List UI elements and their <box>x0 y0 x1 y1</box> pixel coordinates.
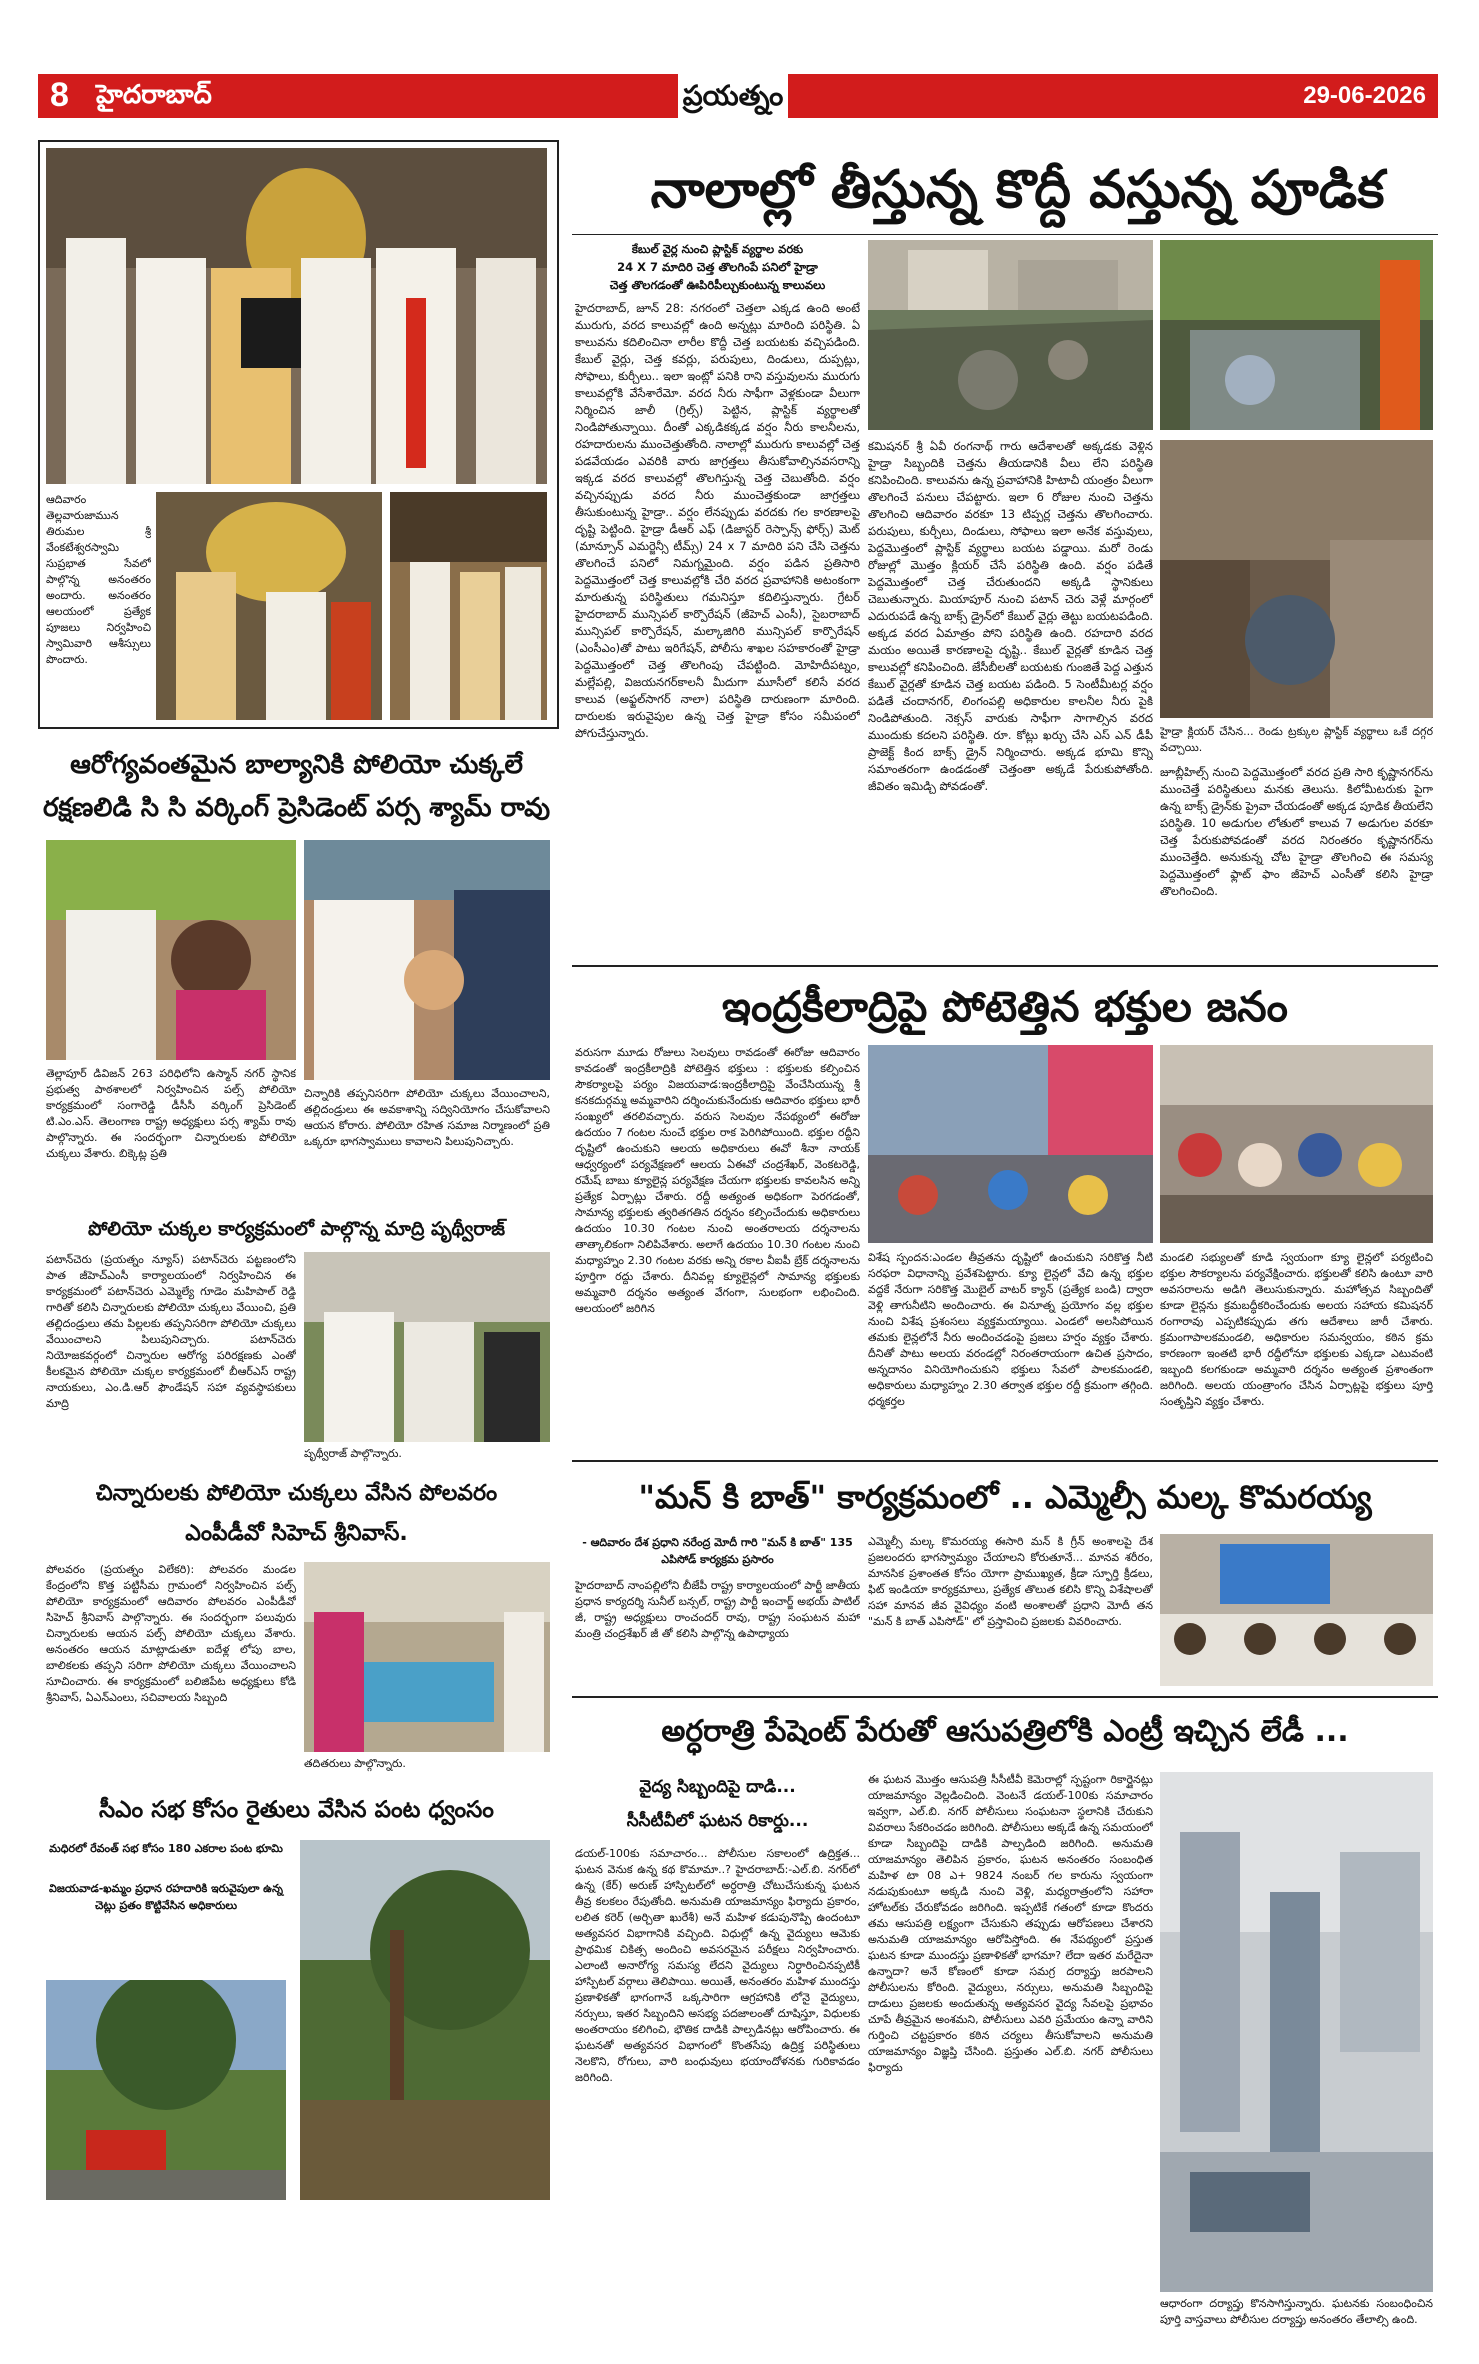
nala-photo-3-caption: హైడ్రా క్లియర్ చేసిన... రెండు ట్రక్కుల ప్లాస్టిక్ వ్యర్థాలు ఒకే దగ్గర వచ్చాయి. <box>1160 725 1433 754</box>
story5-headline-1: చిన్నారులకు పోలియో చుక్కలు వేసిన పోలవరం <box>95 1481 498 1506</box>
nala-photo-2 <box>1160 240 1433 430</box>
hospital-cctv-photo <box>1160 1772 1433 2292</box>
story1-kicker-2: 24 X 7 మాదిరి చెత్త తొలగింపే పనిలో హైడ్రా <box>617 260 818 274</box>
page-number: 8 <box>50 76 69 114</box>
story8-kicker: - ఆదివారం దేశ ప్రధాని నరేంద్ర మోదీ గారి "మన్ కి బాత్" 135 ఎపిసోడ్ కార్యక్రమ ప్రసారం <box>582 1536 853 1566</box>
story7-headline: ఇంద్రకీలాద్రిపై పోటెత్తిన భక్తుల జనం <box>722 982 1288 1031</box>
story3-column-1: తెల్లాపూర్ డివిజన్ 263 పరిధిలోని ఉస్మాన్ నగర్ స్థానిక ప్రభుత్వ పాఠశాలలో నిర్వహించిన పల్స్ పోలియో కార్యక్రమంలో సంగారెడ్డి డీసీసీ వర్కింగ్ ప్రెసిడెంట్ టి.ఎం.ఎస్. తెలంగాణ రాష్ట్ర అధ్యక్షులు పర్స శ్యామ్ రావు పాల్గొన్నారు. ఈ సందర్భంగా చిన్నారులకు పోలియో చుక్కలు వేశారు. బిక్కెట్ల ప్రతి <box>46 1067 296 1160</box>
tirumala-photo-caption: ఆదివారం తెల్లవారుజామున తిరుమల శ్రీ వేంకటేశ్వరస్వామి సుప్రభాత సేవలో పాల్గొన్న అనంతరం అందారు. అనంతరం ఆలయంలో ప్రత్యేక పూజలు నిర్వహించి స్వామివారి ఆశీస్సులు పొందారు. <box>46 493 151 666</box>
nala-photo-3 <box>1160 440 1433 718</box>
story9-top-rule <box>572 1696 1438 1698</box>
city-label: హైదరాబాద్ <box>96 80 212 110</box>
story1-kicker-3: చెత్త తొలగడంతో ఊపిరిపీల్చుకుంటున్న కాలువలు <box>609 278 826 292</box>
polio-photo-3 <box>304 1252 550 1442</box>
story6-kicker-2: విజయవాడ-ఖమ్మం ప్రధాన రహదారికి ఇరువైపులా ఉన్న చెట్లు ప్రతం కొట్టివేసిన అధికారులు <box>49 1882 283 1912</box>
story9-sub-2: సీసీటీవీలో ఘటన రికార్డు... <box>626 1811 809 1831</box>
story9-column-2: ఈ ఘటన మొత్తం ఆసుపత్రి సీసీటీవీ కెమెరాల్లో స్పష్టంగా రికార్డైనట్లు యాజమాన్యం వెల్లడించింది. వెంటనే డయల్-100కు సమాచారం ఇవ్వగా, ఎల్.బి. నగర్ పోలీసులు సంఘటనా స్థలానికి చేరుకుని వివరాలు సేకరించడం జరిగింది. పోలీసులు అక్కడే ఉన్న సమయంలో కూడా సిబ్బందిపై దాడికి పాల్పడింది జరిగింది. అనుమతి యాజమాన్యం తెలిపిన ప్రకారం, ఘటన అనంతరం సంబంధిత మహిళ టా 08 ఎ+ 9824 నంబర్ గల కారును స్వయంగా నడుపుకుంటూ అక్కడి నుంచి వెళ్లి, మధ్యరాత్రంలోని సహారా హోటల్‌కు చేరుకోవడం జరిగింది. ఇప్పటికే గతంలో కూడా కొందరు తమ ఆసుపత్రి లక్ష్యంగా చేసుకుని తప్పుడు ఆరోపణలు చేశారని అనుమతి యాజమాన్యం ఆరోపిస్తోంది. ఈ నేపథ్యంలో ప్రస్తుత ఘటన కూడా ముందస్తు ప్రణాళికతో భాగమా? లేదా ఇతర మరేదైనా ఉన్నాదా? అనే కోణంలో కూడా సమగ్ర దర్యాప్తు జరపాలని పోలీసులను కోరింది. వైద్యులు, నర్సులు, అనుమతి సిబ్బందిపై దాడులు ప్రజలకు అందుతున్న అత్యవసర వైద్య సేవలపై ప్రభావం చూపే తీవ్రమైన అంశమని, పోలీసులు ఎవరి ప్రమేయం ఉన్నా వారిని గుర్తించి చట్టప్రకారం కఠిన చర్యలు తీసుకోవాలని అనుమతి యాజమాన్యం విజ్ఞప్తి చేసింది. ప్రస్తుతం ఎల్.బి. నగర్ పోలీసులు ఫిర్యాదు <box>868 1773 1153 2074</box>
temple-photo-1 <box>868 1045 1153 1243</box>
story7-column-1: వరుసగా మూడు రోజులు సెలవులు రావడంతో ఈరోజు ఆదివారం కావడంతో ఇంద్రకీలాద్రికి పోటెత్తిన భక్తులు : భక్తులకు కల్పించిన సౌకర్యాలపై పర్యం విజయవాడ:ఇంద్రకీలాద్రిపై వేంచేసియున్న శ్రీ కనకదుర్గమ్మ అమ్మవారిని దర్శించుకునేందుకు ఆదివారం భక్తులు భారీ సంఖ్యలో తరలివచ్చారు. వరుస సెలవుల నేపథ్యంలో ఈరోజు ఉదయం 7 గంటల నుంచే భక్తుల రాక పెరిగిపోయింది. భక్తుల రద్దీని దృష్టిలో ఉంచుకుని ఆలయ అధికారులు ఈవో శీనా నాయక్ ఆధ్వర్యంలో పర్యవేక్షణలో ఆలయ ఏఈవో చంద్రశేఖర్, వెంకటరెడ్డి, రమేష్ బాబు క్యూలైన్ల పర్యవేక్షణ చేయగా భక్తులకు కావలసిన అన్ని ప్రత్యేక ఏర్పాట్లు చేశారు. రద్దీ అత్యంత అధికంగా పెరగడంతో, సామాన్య భక్తులకు త్వరితగతిన దర్శనం కల్పించేందుకు అధికారులు ఉదయం 10.30 గంటల నుంచి అంతరాలయ దర్శనాలను తాత్కాలికంగా నిలిపివేశారు. అలాగే ఉదయం 10.30 గంటల నుంచి మధ్యాహ్నం 2.30 గంటల వరకు అన్ని రకాల వీఐపీ బ్రేక్ దర్శనాలను పూర్తిగా రద్దు చేశారు. దీనివల్ల క్యూలైన్లలో సామాన్య భక్తులకు అమ్మవారి దర్శనం అత్యంత వేగంగా, సులభంగా లభించింది. ఆలయంలో జరిగిన <box>575 1046 860 1315</box>
polio-photo-1 <box>46 840 296 1060</box>
story8-column-1: హైదరాబాద్ నాంపల్లిలోని బీజేపీ రాష్ట్ర కార్యాలయంలో పార్టీ జాతీయ ప్రధాన కార్యదర్శి సునీల్ బన్సల్, రాష్ట్ర పార్టీ ఇంచార్జ్ అభయ్ పాటిల్ జీ, రాష్ట్ర అధ్యక్షులు రాంచందర్ రావు, రాష్ట్ర సంఘటన మహా మంత్రి చంద్రశేఖర్ జీ తో కలిసి పాల్గొన్న ఉపాధ్యాయ <box>575 1579 860 1640</box>
story3-headline-1: ఆరోగ్యవంతమైన బాల్యానికి పోలియో చుక్కలే <box>70 750 523 780</box>
story8-headline: "మన్ కి బాత్" కార్యక్రమంలో .. ఎమ్మెల్సీ మల్క కొమరయ్య <box>638 1478 1372 1516</box>
story3-headline-2: రక్షణలిడి సి సి వర్కింగ్ ప్రెసిడెంట్ పర్స శ్యామ్ రావు <box>42 793 551 823</box>
story5-body: పోలవరం (ప్రయత్నం విలేకరి): పోలవరం మండల కేంద్రంలోని కొత్త పట్టిసీమ గ్రామంలో నిర్వహించిన పల్స్ పోలియో కార్యక్రమంలో ఆదివారం పోలవరం ఎంపీడీవో సిహెచ్ శ్రీనివాస్ పాల్గొన్నారు. ఈ సందర్భంగా పలువురు చిన్నారులకు ఆయన పల్స్ పోలియో చుక్కలు వేశారు. అనంతరం ఆయన మాట్లాడుతూ ఐదేళ్ల లోపు బాల, బాలికలకు తప్పని సరిగా పోలియో చుక్కలు వేయించాలని సూచించారు. ఈ కార్యక్రమంలో బలిజిపేట అధ్యక్షులు కోడి శ్రీనివాస్, ఏఎన్‌ఎంలు, సచివాలయ సిబ్బంది <box>46 1563 296 1704</box>
masthead: ప్రయత్నం <box>678 74 788 118</box>
hospital-photo-caption: ఆధారంగా దర్యాప్తు కొనసాగిస్తున్నారు. ఘటనకు సంబంధించిన పూర్తి వాస్తవాలు పోలీసుల దర్యాప్తు అనంతరం తేలాల్సి ఉంది. <box>1160 2297 1433 2326</box>
crop-photo-1 <box>46 1980 286 2200</box>
story9-headline: అర్ధరాత్రి పేషెంట్ పేరుతో ఆసుపత్రిలోకి ఎంట్రీ ఇచ్చిన లేడీ ... <box>661 1714 1349 1749</box>
nala-photo-1 <box>868 240 1153 430</box>
story1-column-2: కమిషనర్ శ్రీ ఏవీ రంగనాథ్ గారు ఆదేశాలతో అక్కడకు వెళ్లిన హైడ్రా సిబ్బందికి చెత్తను తీయడానికి వీలు లేని పరిస్థితి కనిపించింది. కాలువను ఉన్న ప్రవాహానికి హిటాచీ యంత్రం వీలుగా తొలగించే పనులు చేపట్టారు. ఇలా 6 రోజుల నుంచి చెత్తను తొలగించి ఆదివారం వరకూ 13 టిప్పర్ల చెత్తను తొలగించారు. పరుపులు, కుర్చీలు, దిండులు, సోఫాలు ఇలా అనేక వస్తువులు, పెద్దమొత్తంలో ప్లాస్టిక్ వ్యర్థాలు బయట పడ్డాయి. మరో రెండు రోజుల్లో మొత్తం క్లియర్ చేసే పరిస్థితి ఉంది. వర్షం పడితే పెద్దమొత్తంలో చెత్త చేరుతుందని అక్కడి స్థానికులు చెబుతున్నారు. మియాపూర్ నుంచి పటాన్ చెరు వెళ్లే మార్గంలో ఎదురుపడే ఉన్న బాక్స్ డ్రైన్‌లో కేబుల్ వైర్లు తెట్టు బయటపడింది. అక్కడ వరద ఏమాత్రం పోని పరిస్థితి ఉంది. రహదారి వరద మయం అయితే కారణాలపై దృష్టి.. కేబుల్ వైర్లతో కూడిన చెత్త కాలువల్లో కనిపించింది. జేసీబీలతో బయటకు గుంజితే పెద్ద ఎత్తున కేబుల్ వైర్లతో కూడిన చెత్త బయట పడింది. 5 సెంటీమీటర్ల వర్షం పడితే చందానగర్, లింగంపల్లి అధికారుల కాలనీల నీరు పైకి నిండిపోతుంది. నెక్సస్ వారుకు సాఫీగా సాగాల్సిన వరద ముందుకు కదలని పరిస్థితి. రూ. కోట్లు ఖర్చు చేసి ఎస్ ఎన్ డీపీ ప్రాజెక్ట్ కింద బాక్స్ డ్రైన్ నిర్మించారు. అక్కడ భూమి కొన్ని సమాంతరంగా ఉండడంతో చెత్తంతా అక్కడే పేరుకుపోతోంది. జీవితం ఇమిడ్చి పోవడంతో. <box>868 439 1153 793</box>
story1-kicker-1: కేబుల్ వైర్ల నుంచి ప్లాస్టిక్ వ్యర్థాల వరకు <box>631 242 804 256</box>
story4-headline: పోలియో చుక్కల కార్యక్రమంలో పాల్గొన్న మాద్రి పృథ్వీరాజ్ <box>87 1218 506 1240</box>
polio-photo-2 <box>304 840 550 1080</box>
polio-photo-3-caption: పృథ్వీరాజ్ పాల్గొన్నారు. <box>304 1447 402 1460</box>
story1-column-1: హైదరాబాద్, జూన్ 28: నగరంలో చెత్తలా ఎక్కడ ఉంది అంటే మురుగు, వరద కాలువల్లో ఉంది అన్నట్లు మారింది పరిస్థితి. ఏ కాలువను కదిలించినా లారీల కొద్దీ చెత్త బయటకు వచ్చిపడింది. కేబుల్ వైర్లు, చెత్త కవర్లు, పరుపులు, దిండులు, దుప్పట్లు, సోఫాలు, కుర్చీలు.. ఇలా ఇంట్లో పనికి రాని వస్తువులను మురుగు కాలువల్లోకి వేసేశారేమో. వరద నీరు సాఫీగా వెళ్లకుండా వీలుగా నిర్మించిన జాలీ (గ్రిల్స్) పెట్టిన, ప్లాస్టిక్ వ్యర్థాలతో నిండిపోతున్నాయి. దీంతో ఎక్కడికక్కడ వర్షం నీరు కాలనీలను, రహదారులను ముంచెత్తుతోంది. నాలాల్లో మురుగు కాలువల్లో చెత్త పడవేయడం ఎవరికి వారు జాగ్రత్తలు తీసుకోవాల్సినవసరాన్ని ఇక్కడ వరద కాలువల్లో తొలగిస్తున్న చెత్త చెబుతోంది. వర్షం వచ్చినప్పుడు వరద నీరు ముంచెత్తకుండా జాగ్రత్తలు తీసుకుంటున్న హైడ్రా.. వర్షం లేనప్పుడు వరదకు గల కారణాలపై దృష్టి పెట్టింది. హైడ్రా డీఆర్ ఎఫ్ (డిజాస్టర్ రెస్పాన్స్ ఫోర్స్) మెట్ (మాన్సూన్ ఎమర్జెన్సీ టీమ్స్) 24 x 7 మాదిరి పని చేసి చెత్తను తొలగించే పనిలో నిమగ్నమైంది. వర్షం పడిన ప్రతిసారి పెద్దమొత్తంలో చెత్త కాలువల్లోకి చేరి వరద ప్రవాహానికి అటంకంగా మారుతున్న పరిస్థితులు గమనిస్తూ కదిలిస్తున్నారు. గ్రేటర్ హైదరాబాద్ మున్సిపల్ కార్పొరేషన్ (జీహెచ్ ఎంసీ), సైబరాబాద్ మున్సిపల్ కార్పొరేషన్, మల్కాజిగిరి మున్సిపల్ కార్పొరేషన్ (ఎంసీఎం)తో పాటు ఇరిగేషన్, పోలీసు శాఖల సహకారంతో హైడ్రా పెద్దమొత్తంలో చెత్త తొలగింపు చేపట్టింది. మోహిదీపట్నం, మల్లేపల్లి, విజయనగర్‌కాలనీ మీదుగా మూసీలో కలిసే వరద కాలువ (అఫ్జల్‌సాగర్ నాలా) పరిస్థితి దారుణంగా మారింది. దారులకు ఇరువైపుల ఉన్న చెత్త హైడ్రా కోసం సమీపంలో పోగుచేస్తున్నారు. <box>575 301 860 740</box>
story6-kicker-1: మధిరలో రేవంత్ సభ కోసం 180 ఎకరాల పంట భూమి <box>49 1842 283 1855</box>
temple-photo-2 <box>1160 1045 1433 1243</box>
tirumala-photo-2 <box>156 492 382 720</box>
story1-headline: నాలాల్లో తీస్తున్న కొద్దీ వస్తున్న పూడిక <box>650 160 1385 220</box>
story7-top-rule <box>572 965 1438 967</box>
story1-rule <box>572 234 1438 235</box>
story8-column-2: ఎమ్మెల్సీ మల్క కొమరయ్య ఈసారి మన్ కి గ్రీన్ అంశాలపై దేశ ప్రజలందరు భాగస్వామ్యం చేయాలని కోరుతూనే... మానవ శరీరం, మానసిక ప్రశాంతత కోసం యోగా ప్రాముఖ్యత, క్రీడా స్ఫూర్తి క్రీడలు, ఫిట్ ఇండియా కార్యక్రమాలు, ప్రత్యేక తొలుత కలిసి కొన్ని విశేషాలతో సహా మానవ జీవ వైవిధ్యం వంటి అంశాలతో ప్రధాని మోదీ తన "మన్ కి బాత్ ఎపిసోడ్" లో ప్రస్తావించి ప్రజలకు వివరించారు. <box>868 1535 1153 1628</box>
story6-headline: సీఎం సభ కోసం రైతులు వేసిన పంట ధ్వంసం <box>99 1797 494 1823</box>
issue-date: 29-06-2026 <box>1303 82 1426 109</box>
story5-headline-2: ఎంపీడీవో సిహెచ్ శ్రీనివాస్. <box>185 1521 408 1546</box>
story3-column-2: చిన్నారికి తప్పనిసరిగా పోలియో చుక్కలు వేయించాలని, తల్లిదండ్రులు ఈ అవకాశాన్ని సద్వినియోగం చేసుకోవాలని ఆయన కోరారు. పోలియో రహిత సమాజ నిర్మాణంలో ప్రతి ఒక్కరూ భాగస్వాములు కావాలని పిలుపునిచ్చారు. <box>304 1087 550 1148</box>
story1-column-3: జూబ్లీహిల్స్ నుంచి పెద్దమొత్తంలో వరద ప్రతి సారి కృష్ణానగర్‌ను ముంచెత్తే పరిస్థితులు మనకు తెలుసు. కిలోమీటరుకు పైగా ఉన్న బాక్స్ డ్రైన్‌కు ప్రైవా చేయడంతో అక్కడ పూడిక తీయలేని పరిస్థితి. 10 అడుగుల లోతులో కాలువ 7 అడుగుల వరకూ చెత్త పేరుకుపోవడంతో వరద నిరంతరం కృష్ణానగర్‌ను ముంచెత్తేది. అనుకున్న చోట హైడ్రా తొలగించి ఈ సమస్య పెద్దమొత్తంలో ఫ్లాట్ ఫాం జీహెచ్ ఎంసీతో కలిసి హైడ్రా తొలగించింది. <box>1160 765 1433 898</box>
mann-ki-baat-photo <box>1160 1534 1433 1686</box>
story9-column-1: డయల్-100కు సమాచారం... పోలీసుల సకాలంలో ఉద్రిక్తత... ఘటన వెనుక ఉన్న కథ కొమామా..? హైదరాబాద్:-ఎల్.బి. నగర్‌లో ఉన్న (కేర్) అరుణ్ హాస్పిటల్‌లో అర్ధరాత్రి చోటుచేసుకున్న ఘటన తీవ్ర కలకలం రేపుతోంది. అనుమతి యాజమాన్యం ఫిర్యాదు ప్రకారం, లలిత కరెర్ (అర్చితా ఖురేశీ) అనే మహిళ కడుపునొప్పి ఉందంటూ అత్యవసర విభాగానికి వచ్చింది. విధుల్లో ఉన్న వైద్యులు ఆమెకు ప్రాథమిక చికిత్స అందించి అవసరమైన పరీక్షలు నిర్వహించారు. ఎలాంటి అనారోగ్య సమస్య లేదని వైద్యులు నిర్ధారించినప్పటికీ హాస్పిటల్ వర్గాలు తెలిపాయి. అయితే, అనంతరం మహిళ ముందస్తు ప్రణాళికతో భాగంగానే ఒక్కసారిగా ఆగ్రహానికి లోనై వైద్యులు, నర్సులు, ఇతర సిబ్బందిని అసభ్య పదజాలంతో దూషిస్తూ, విధులకు అంతరాయం కలిగించి, భౌతిక దాడికి పాల్పడినట్లు ఆరోపించారు. ఈ ఘటనతో అత్యవసర విభాగంలో కొంతసేపు ఉద్రిక్త పరిస్థితులు నెలకొని, రోగులు, వారి బంధువులు భయాందోళనకు గురికావడం జరిగింది. <box>575 1847 860 2084</box>
story7-column-2: విశేష స్పందన:ఎండల తీవ్రతను దృష్టిలో ఉంచుకుని సరికొత్త నీటి సరఫరా విధానాన్ని ప్రవేశపెట్టారు. క్యూ లైన్లలో వేచి ఉన్న భక్తుల వద్దకే నేరుగా సరికొత్త మొబైల్ వాటర్ క్యాన్ (ప్రత్యేక బండి) ద్వారా వెళ్లి తాగునీటిని అందించారు. ఈ వినూత్న ప్రయోగం వల్ల భక్తుల నుంచి విశేష ప్రశంసలు వ్యక్తమయ్యాయి. ఎండలో అలసిపోయిన తమకు లైన్లలోనే నీరు అందించడంపై ప్రజలు హర్షం వ్యక్తం చేశారు. దీనితో పాటు అలయ వరండల్లో నిరంతరాయంగా ఉచిత ప్రసాదం, అన్నదానం వినియోగించుకుని భక్తులు సేవలో పాలకమండలి, అధికారులు మధ్యాహ్నం 2.30 తర్వాత భక్తుల రద్దీ క్రమంగా తగ్గింది. ధర్మకర్తల <box>868 1251 1153 1408</box>
tirumala-photo-3 <box>390 492 547 720</box>
tirumala-main-photo <box>46 148 547 484</box>
crop-photo-2 <box>300 1840 550 2200</box>
story8-top-rule <box>572 1460 1438 1462</box>
polio-photo-4-caption: తదితరులు పాల్గొన్నారు. <box>304 1757 406 1770</box>
story4-body: పటాన్‌చెరు (ప్రయత్నం న్యూస్) పటాన్‌చెరు పట్టణంలోని పాత జీహెచ్‌ఎంసీ కార్యాలయంలో నిర్వహించిన ఈ కార్యక్రమంలో పటాన్‌చెరు ఎమ్మెల్యే గూడెం మహిపాల్ రెడ్డి గారితో కలిసి చిన్నారులకు పోలియో చుక్కలు వేయించి, ప్రతి తల్లిదండ్రులు తమ పిల్లలకు తప్పనిసరిగా పోలియో చుక్కలు వేయించాలని పిలుపునిచ్చారు. పటాన్‌చెరు నియోజకవర్గంలో చిన్నారుల ఆరోగ్య పరిరక్షణకు ఎంతో కీలకమైన పోలియో చుక్కల కార్యక్రమంలో బీఆర్‌ఎస్ రాష్ట్ర నాయకులు, ఎం.డి.ఆర్ ఫౌండేషన్ సహా వ్యవస్థాపకులు మాద్రి <box>46 1253 296 1410</box>
page-header <box>38 74 1438 118</box>
story9-sub-1: వైద్య సిబ్బందిపై దాడి... <box>639 1777 796 1797</box>
story7-column-3: మండలి సభ్యులతో కూడి స్వయంగా క్యూ లైన్లలో పర్యటించి భక్తుల సౌకర్యాలను పర్యవేక్షించారు. భక్తులతో కలిసి ఉంటూ వారి అవసరాలను అడిగి తెలుసుకున్నారు. మహోత్సవ సిబ్బందితో కూడా లైన్లను క్రమబద్ధీకరించేందుకు అలయ సహాయ కమిషనర్ రంగారావు ఎప్పటికప్పుడు తగు ఆదేశాలు జారీ చేశారు. క్రమంగాపాలకమండలి, అధికారుల సమన్వయం, కఠిన క్రమ కారణంగా ఇంతటి భారీ రద్దీలోనూ భక్తులకు ఎక్కడా ఎటువంటి ఇబ్బంది కలగకుండా అమ్మవారి దర్శనం అత్యంత ప్రశాంతంగా జరిగింది. అలయ యంత్రాంగం చేసిన ఏర్పాట్లపై భక్తులు పూర్తి సంతృప్తిని వ్యక్తం చేశారు. <box>1160 1251 1433 1408</box>
polio-photo-4 <box>304 1562 550 1752</box>
